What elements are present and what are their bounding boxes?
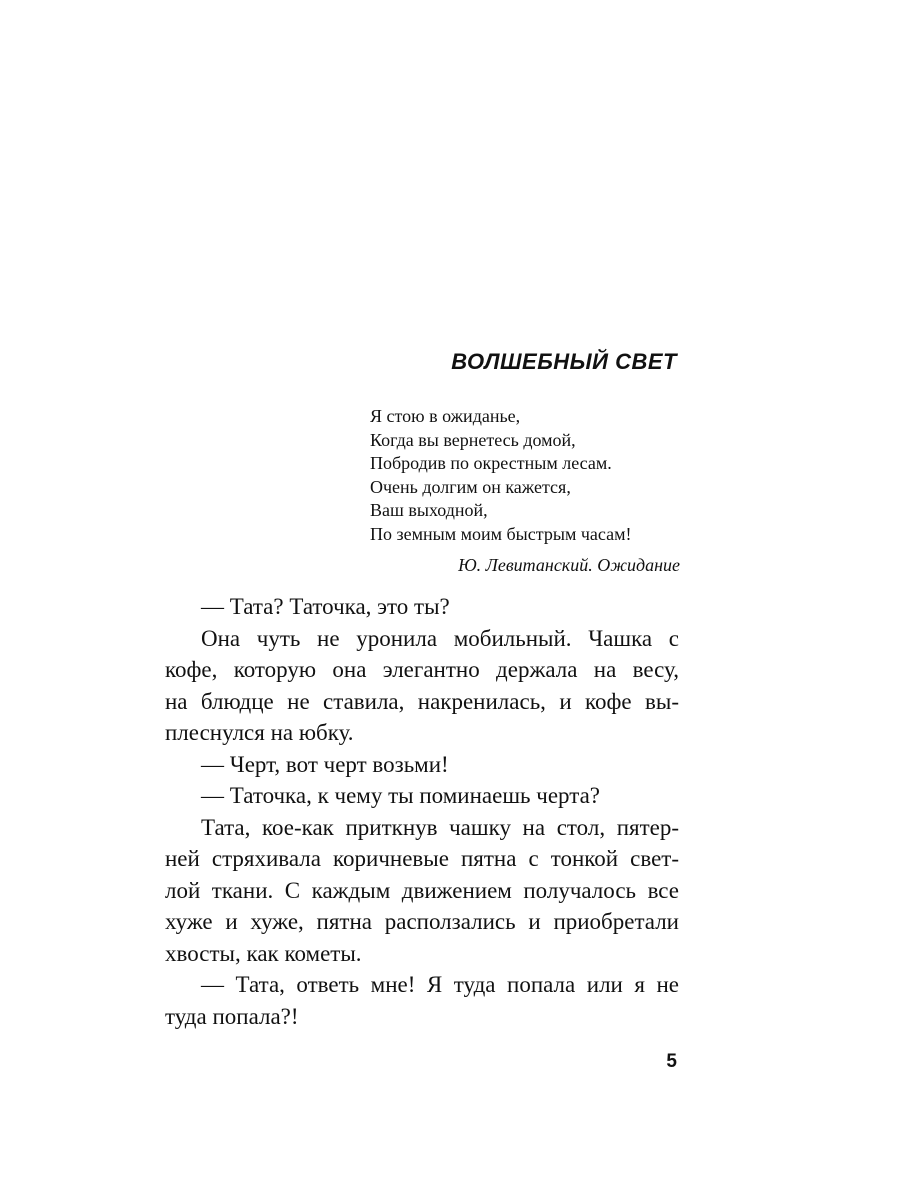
paragraph-line: кофе, которую она элегантно держала на весу, xyxy=(165,657,679,682)
epigraph-attribution: Ю. Левитанский. Ожидание xyxy=(458,555,680,575)
dialogue-line: — Таточка, к чему ты поминаешь черта? xyxy=(201,783,600,808)
chapter-body xyxy=(165,591,679,1032)
epigraph-line: Побродив по окрестным лесам. xyxy=(370,453,612,473)
paragraph-line: лой ткани. С каждым движением получалось все xyxy=(165,877,679,903)
paragraph-line: хвосты, как кометы. xyxy=(165,940,362,966)
epigraph-line: Очень долгим он кажется, xyxy=(370,476,571,497)
dialogue-line: туда попала?! xyxy=(165,1003,299,1029)
chapter-title: ВОЛШЕБНЫЙ СВЕТ xyxy=(451,349,677,374)
dialogue-line: — Черт, вот черт возьми! xyxy=(201,751,449,777)
paragraph-line: Тата, кое-как приткнув чашку на стол, пятер- xyxy=(201,814,679,840)
paragraph-line: ней стряхивала коричневые пятна с тонкой свет- xyxy=(165,846,679,871)
paragraph-line: хуже и хуже, пятна расползались и приобретали xyxy=(165,909,679,934)
paragraph-line: на блюдце не ставила, накренилась, и кофе вы- xyxy=(165,688,679,714)
epigraph-line: По земным моим быстрым часам! xyxy=(370,523,632,544)
page-number: 5 xyxy=(666,1051,677,1072)
epigraph xyxy=(370,405,680,577)
epigraph-line: Когда вы вернетесь домой, xyxy=(370,429,576,450)
epigraph-line: Я стою в ожиданье, xyxy=(370,406,521,426)
paragraph-line: плеснулся на юбку. xyxy=(165,720,354,745)
dialogue-line: — Тата? Таточка, это ты? xyxy=(201,594,450,619)
dialogue-line: — Тата, ответь мне! Я туда попала или я не xyxy=(201,972,679,997)
epigraph-line: Ваш выходной, xyxy=(370,500,488,520)
paragraph-line: Она чуть не уронила мобильный. Чашка с xyxy=(201,625,679,651)
